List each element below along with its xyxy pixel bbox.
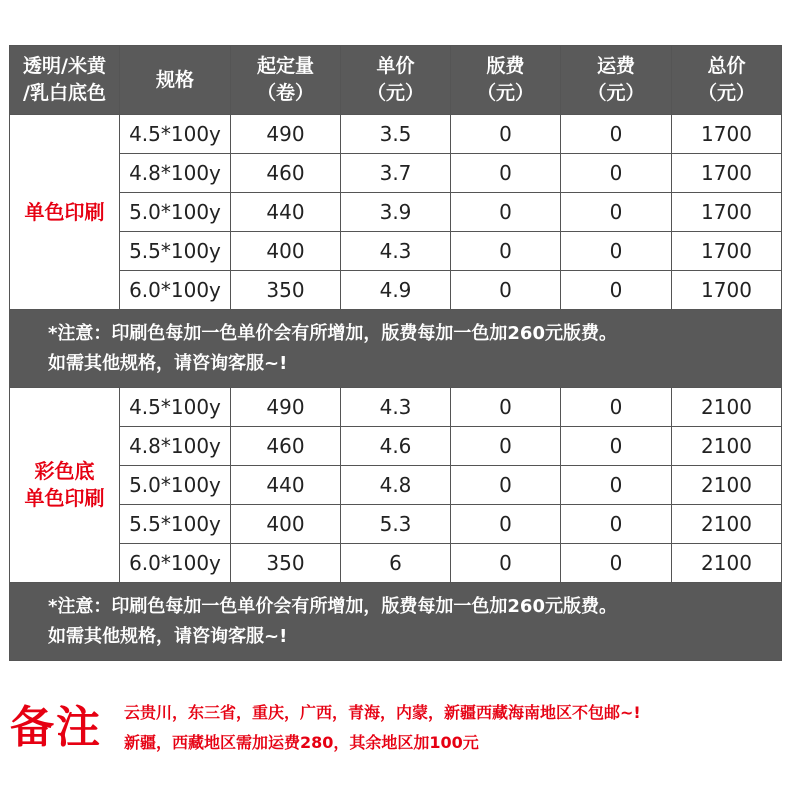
plate-cell: 0	[451, 271, 561, 310]
header-cell-unit-price: 单价 （元）	[341, 46, 451, 115]
table-row	[10, 271, 782, 310]
price-table	[9, 45, 782, 661]
price-cell: 3.7	[341, 154, 451, 193]
header-cell-spec: 规格	[120, 46, 231, 115]
plate-cell: 0	[451, 154, 561, 193]
price-cell: 6	[341, 544, 451, 583]
qty-cell: 460	[231, 427, 341, 466]
note-cell: *注意：印刷色每加一色单价会有所增加，版费每加一色加260元版费。 如需其他规格，请咨询客服~!	[10, 583, 782, 661]
remark-line: 新疆，西藏地区需加运费280，其余地区加100元	[124, 733, 479, 752]
shipping-cell: 0	[561, 193, 672, 232]
price-cell: 4.9	[341, 271, 451, 310]
header-cell-plate-fee: 版费 （元）	[451, 46, 561, 115]
total-cell: 2100	[672, 466, 782, 505]
note-row	[10, 310, 782, 388]
total-cell: 2100	[672, 388, 782, 427]
total-cell: 1700	[672, 232, 782, 271]
plate-cell: 0	[451, 427, 561, 466]
total-cell: 2100	[672, 427, 782, 466]
shipping-cell: 0	[561, 505, 672, 544]
spec-cell: 6.0*100y	[120, 544, 231, 583]
qty-cell: 440	[231, 466, 341, 505]
table-row	[10, 544, 782, 583]
qty-cell: 490	[231, 388, 341, 427]
qty-cell: 460	[231, 154, 341, 193]
qty-cell: 400	[231, 505, 341, 544]
note-cell: *注意：印刷色每加一色单价会有所增加，版费每加一色加260元版费。 如需其他规格，请咨询客服~!	[10, 310, 782, 388]
spec-cell: 4.8*100y	[120, 427, 231, 466]
table-row	[10, 154, 782, 193]
plate-cell: 0	[451, 193, 561, 232]
shipping-cell: 0	[561, 271, 672, 310]
total-cell: 2100	[672, 544, 782, 583]
remark-title: 备注	[10, 702, 102, 753]
price-cell: 5.3	[341, 505, 451, 544]
price-cell: 4.6	[341, 427, 451, 466]
qty-cell: 490	[231, 115, 341, 154]
qty-cell: 350	[231, 271, 341, 310]
header-cell-shipping: 运费 （元）	[561, 46, 672, 115]
shipping-cell: 0	[561, 544, 672, 583]
table-row	[10, 388, 782, 427]
spec-cell: 4.8*100y	[120, 154, 231, 193]
header-cell-min-qty: 起定量 （卷）	[231, 46, 341, 115]
qty-cell: 440	[231, 193, 341, 232]
price-cell: 4.3	[341, 232, 451, 271]
spec-cell: 5.0*100y	[120, 193, 231, 232]
price-cell: 4.8	[341, 466, 451, 505]
spec-cell: 4.5*100y	[120, 115, 231, 154]
header-cell-base-color: 透明/米黄 /乳白底色	[10, 46, 120, 115]
spec-cell: 5.5*100y	[120, 232, 231, 271]
header-cell-total: 总价 （元）	[672, 46, 782, 115]
qty-cell: 350	[231, 544, 341, 583]
remark-line: 云贵川，东三省，重庆，广西，青海，内蒙，新疆西藏海南地区不包邮~!	[124, 703, 641, 722]
total-cell: 1700	[672, 271, 782, 310]
total-cell: 1700	[672, 115, 782, 154]
table-row	[10, 232, 782, 271]
shipping-cell: 0	[561, 388, 672, 427]
spec-cell: 6.0*100y	[120, 271, 231, 310]
price-cell: 4.3	[341, 388, 451, 427]
plate-cell: 0	[451, 232, 561, 271]
shipping-cell: 0	[561, 232, 672, 271]
table-row	[10, 466, 782, 505]
plate-cell: 0	[451, 388, 561, 427]
plate-cell: 0	[451, 115, 561, 154]
spec-cell: 5.5*100y	[120, 505, 231, 544]
shipping-cell: 0	[561, 427, 672, 466]
total-cell: 2100	[672, 505, 782, 544]
plate-cell: 0	[451, 544, 561, 583]
shipping-cell: 0	[561, 115, 672, 154]
group-label-colored-base: 彩色底 单色印刷	[10, 388, 120, 583]
table-row	[10, 427, 782, 466]
table-row	[10, 505, 782, 544]
table-row	[10, 115, 782, 154]
plate-cell: 0	[451, 505, 561, 544]
shipping-cell: 0	[561, 154, 672, 193]
remark-text	[124, 698, 785, 758]
spec-cell: 4.5*100y	[120, 388, 231, 427]
plate-cell: 0	[451, 466, 561, 505]
total-cell: 1700	[672, 154, 782, 193]
price-cell: 3.9	[341, 193, 451, 232]
total-cell: 1700	[672, 193, 782, 232]
spec-cell: 5.0*100y	[120, 466, 231, 505]
header-row	[10, 46, 782, 115]
remark-section	[10, 698, 785, 768]
price-cell: 3.5	[341, 115, 451, 154]
shipping-cell: 0	[561, 466, 672, 505]
group-label-single-color: 单色印刷	[10, 115, 120, 310]
table-row	[10, 193, 782, 232]
note-row	[10, 583, 782, 661]
qty-cell: 400	[231, 232, 341, 271]
